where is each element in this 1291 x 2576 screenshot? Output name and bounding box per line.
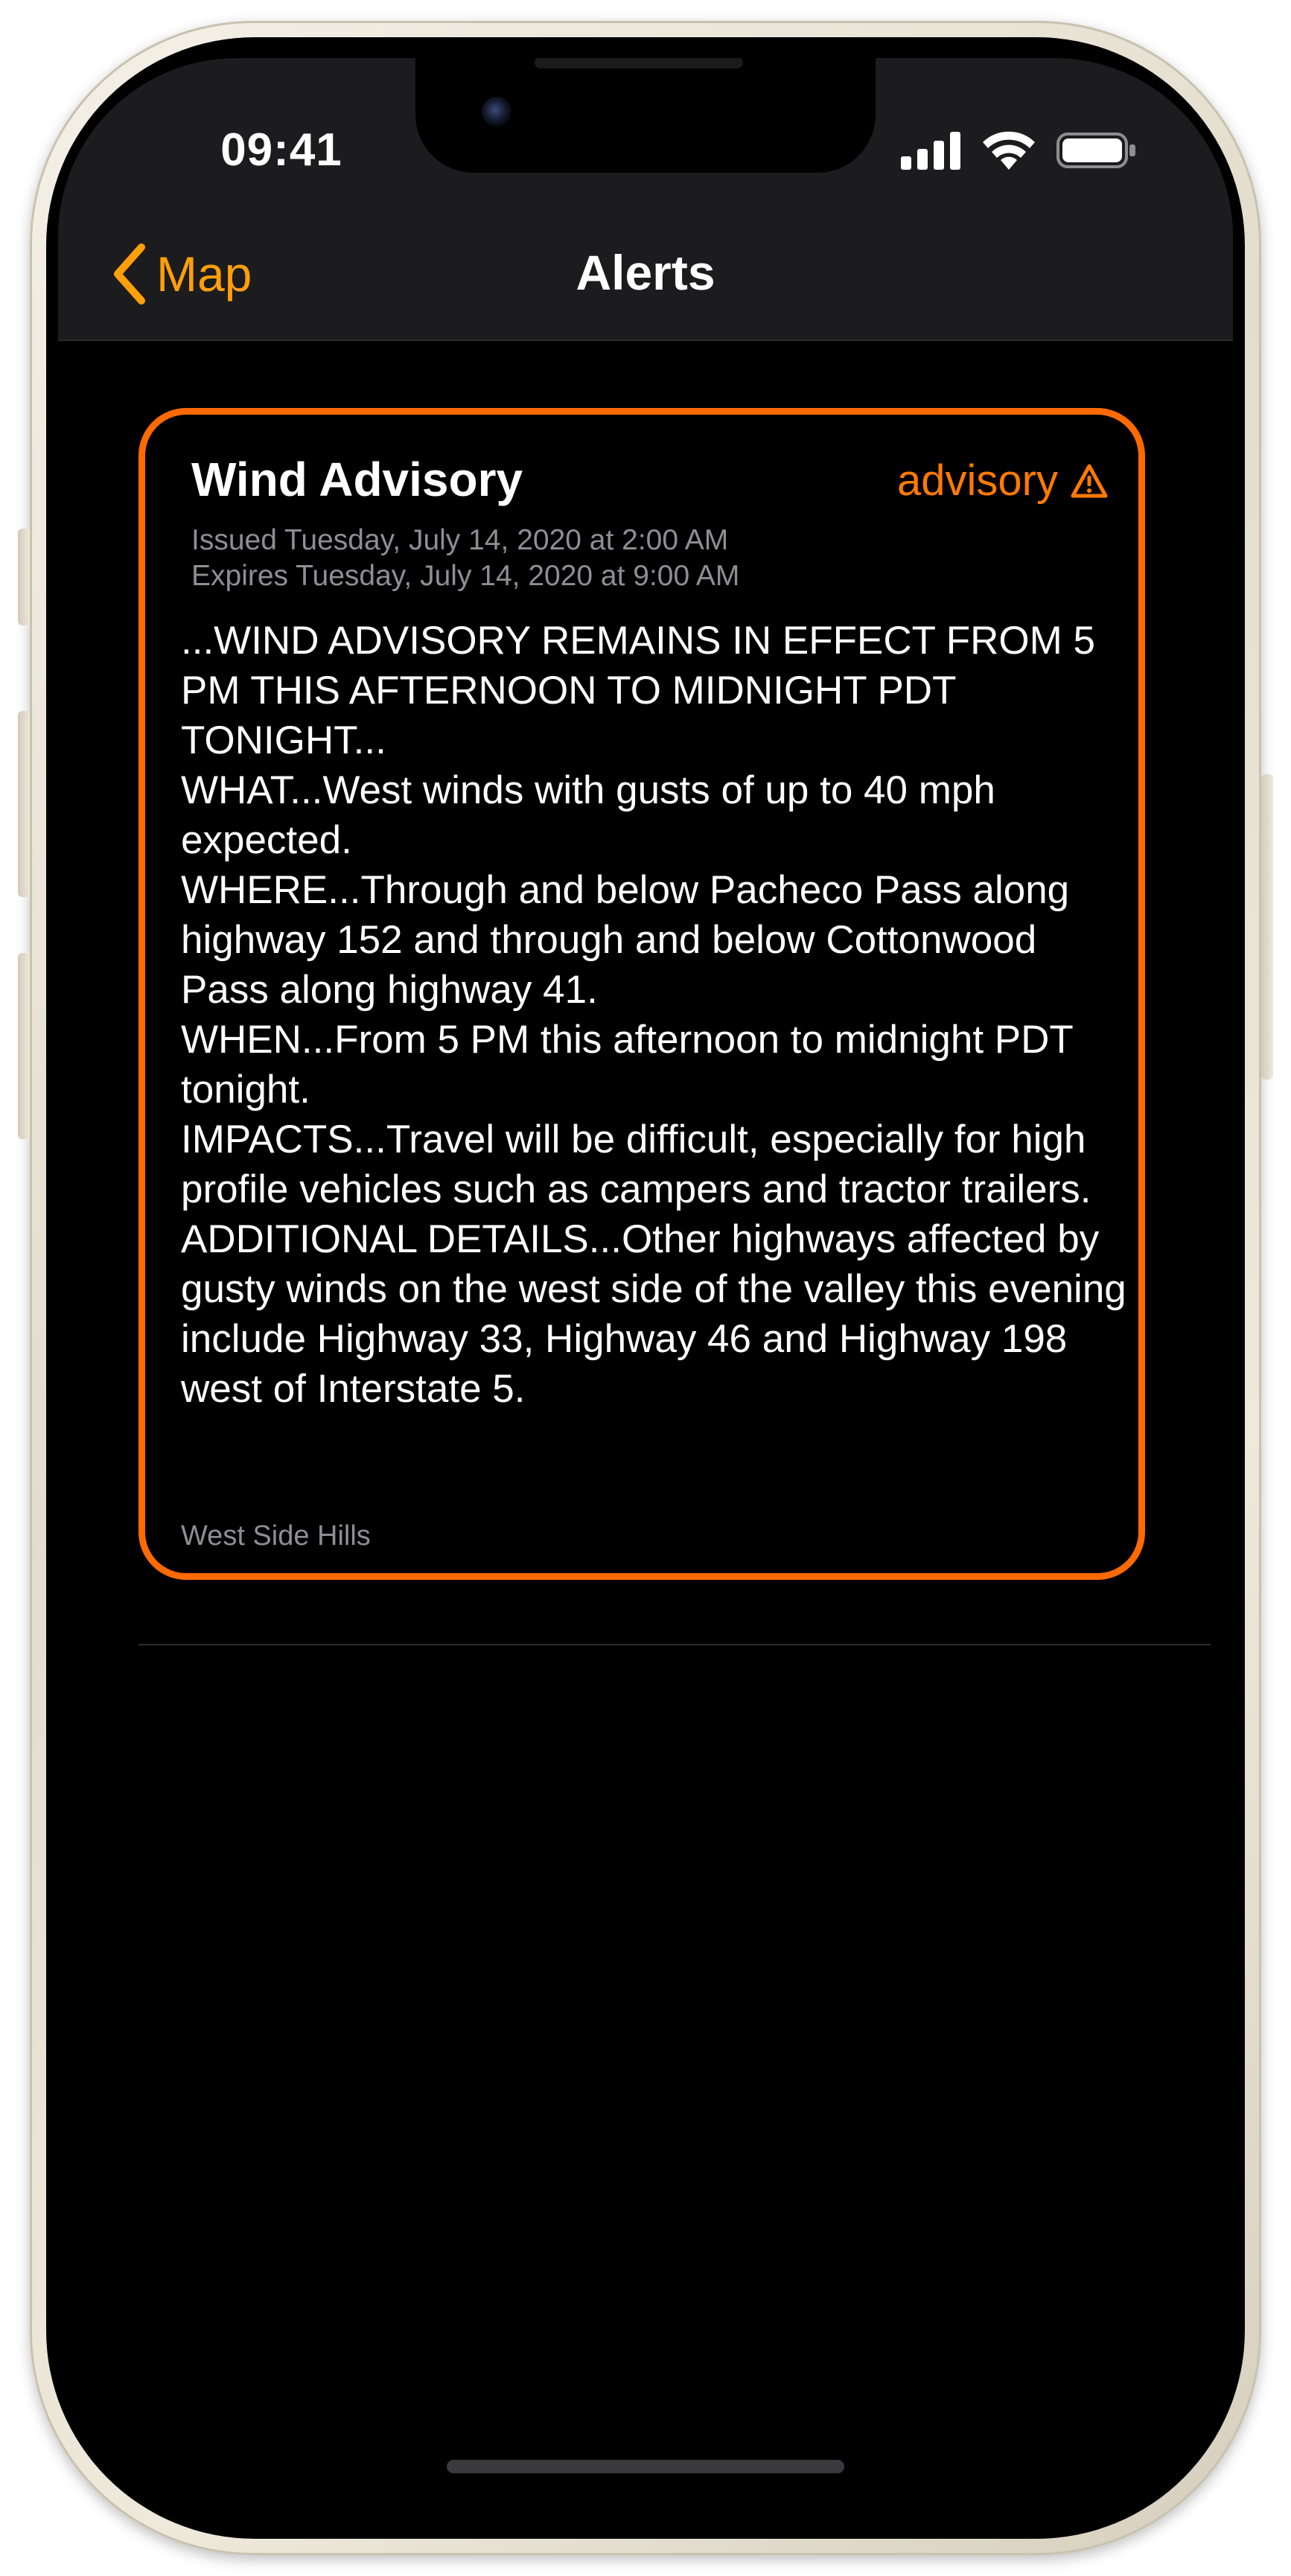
alert-additional-details: ADDITIONAL DETAILS...Other highways affected by gusty winds on the west side of the valley this evening include Highway 33, Highway 46 and Highway 198 west of Interstate 5. xyxy=(181,1217,1126,1411)
status-icons xyxy=(899,130,1145,171)
alert-headline: ...WIND ADVISORY REMAINS IN EFFECT FROM 5 PM THIS AFTERNOON TO MIDNIGHT PDT TONIGHT... xyxy=(181,619,1096,762)
wifi-icon xyxy=(980,130,1038,171)
alert-what: WHAT...West winds with gusts of up to 40 mph expected. xyxy=(181,768,995,862)
volume-down-button xyxy=(18,953,30,1139)
alert-location: West Side Hills xyxy=(181,1520,371,1552)
notch xyxy=(415,58,876,173)
alert-when: WHEN...From 5 PM this afternoon to midnight PDT tonight. xyxy=(181,1018,1073,1112)
page-title: Alerts xyxy=(576,245,715,300)
volume-up-button xyxy=(18,711,30,897)
list-divider xyxy=(138,1644,1211,1645)
alert-issued: Issued Tuesday, July 14, 2020 at 2:00 AM xyxy=(191,524,729,556)
warning-triangle-icon xyxy=(1070,463,1109,499)
status-time: 09:41 xyxy=(220,124,342,176)
severity-badge xyxy=(897,456,1109,506)
alert-title: Wind Advisory xyxy=(191,453,523,506)
mute-switch xyxy=(18,529,30,625)
nav-divider xyxy=(58,339,1233,341)
alert-description xyxy=(181,616,1134,1414)
severity-label: advisory xyxy=(897,456,1058,505)
alert-card[interactable] xyxy=(138,408,1145,1580)
screen xyxy=(58,58,1233,2518)
alert-expires: Expires Tuesday, July 14, 2020 at 9:00 AM xyxy=(191,560,740,592)
alert-impacts: IMPACTS...Travel will be difficult, especially for high profile vehicles such as campers and tractor trailers. xyxy=(181,1118,1091,1211)
alert-dates xyxy=(191,523,739,594)
alert-where: WHERE...Through and below Pacheco Pass along highway 152 and through and below Cottonwood Pass along highway 41. xyxy=(181,868,1070,1012)
home-indicator[interactable] xyxy=(447,2460,844,2473)
power-button xyxy=(1261,774,1273,1080)
front-camera xyxy=(482,97,511,127)
cellular-signal-icon xyxy=(899,130,966,171)
speaker-grille xyxy=(535,58,743,68)
battery-icon xyxy=(1056,130,1138,171)
back-button-label: Map xyxy=(156,246,252,302)
